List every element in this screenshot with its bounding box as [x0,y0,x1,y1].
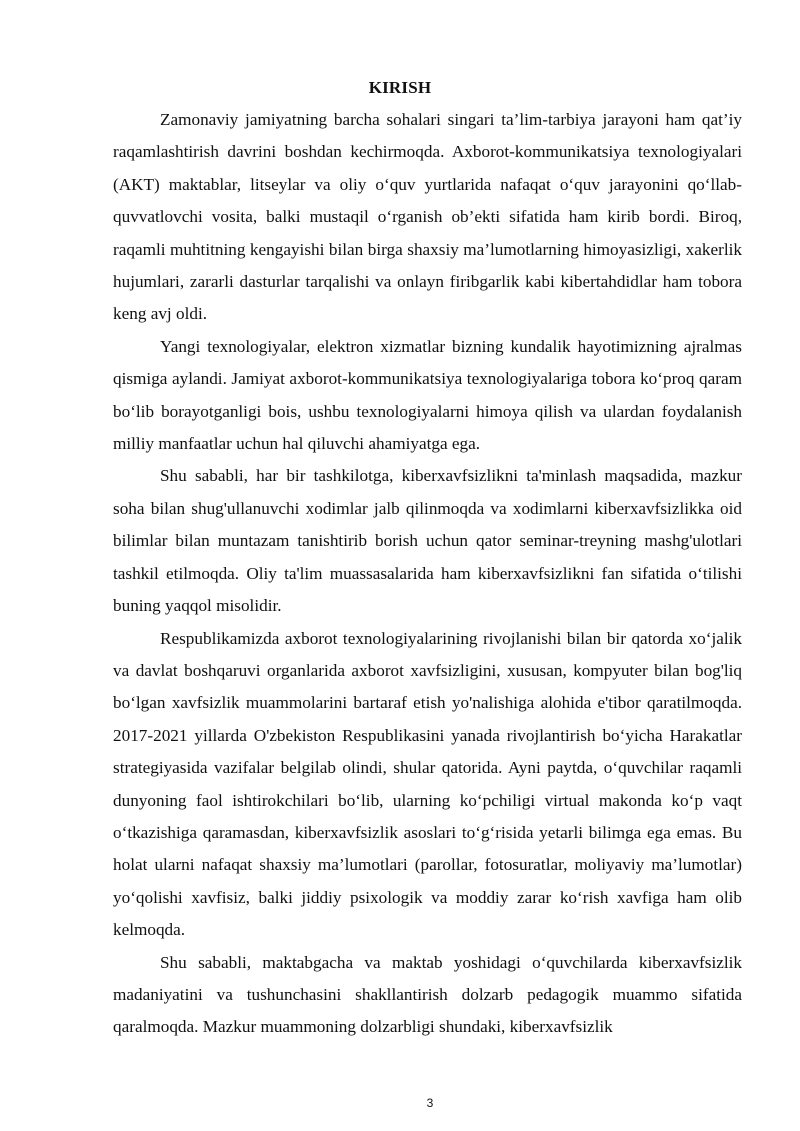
paragraph-3: Shu sababli, har bir tashkilotga, kiberxavfsizlikni ta'minlash maqsadida, mazkur soha bilan shug'ullanuvchi xodimlar jalb qilinmoqda va xodimlarni kiberxavfsizlikka oid bilimlar bilan muntazam tanishtirib borish uchun qator seminar-treyning mashg'ulotlari tashkil etilmoqda. Oliy ta'lim muassasalarida ham kiberxavfsizlikni fan sifatida o‘tilishi buning yaqqol misolidir. [113,466,742,616]
paragraph-5: Shu sababli, maktabgacha va maktab yoshidagi o‘quvchilarda kiberxavfsizlik madaniyatini va tushunchasini shakllantirish dolzarb pedagogik muammo sifatida qaralmoqda. Mazkur muammoning dolzarbligi shundaki, kiberxavfsizlik [113,952,742,1037]
paragraph-2: Yangi texnologiyalar, elektron xizmatlar bizning kundalik hayotimizning ajralmas qismiga aylandi. Jamiyat axborot-kommunikatsiya texnologiyalariga tobora ko‘proq qaram bo‘lib borayotganligi bois, ushbu texnologiyalarni himoya qilish va ulardan foydalanish milliy manfaatlar uchun hal qiluvchi ahamiyatga ega. [113,336,742,454]
page-number: 3 [426,1096,434,1110]
paragraph-1: Zamonaviy jamiyatning barcha sohalari singari ta’lim-tarbiya jarayoni ham qat’iy raqamlashtirish davrini boshdan kechirmoqda. Axborot-kommunikatsiya texnologiyalari (AKT) maktablar, litseylar va oliy o‘quv yurtlarida nafaqat o‘quv jarayonini qo‘llab-quvvatlovchi vosita, balki mustaqil o‘rganish ob’ekti sifatida ham kirib bordi. Biroq, raqamli muhtitning kengayishi bilan birga shaxsiy ma’lumotlarning himoyasizligi, xakerlik hujumlari, zararli dasturlar tarqalishi va onlayn firibgarlik kabi kibertahdidlar ham tobora keng avj oldi. [113,110,742,324]
body-text [113,104,742,1044]
paragraph-4: Respublikamizda axborot texnologiyalarining rivojlanishi bilan bir qatorda xo‘jalik va davlat boshqaruvi organlarida axborot xavfsizligini, xususan, kompyuter bilan bog'liq bo‘lgan xavfsizlik muammolarini bartaraf etish yo'nalishiga alohida e'tibor qaratilmoqda. 2017-2021 yillarda O'zbekiston Respublikasini yanada rivojlantirish bo‘yicha Harakatlar strategiyasida vazifalar belgilab olindi, shular qatorida. Ayni paytda, o‘quvchilar raqamli dunyoning faol ishtirokchilari bo‘lib, ularning ko‘pchiligi virtual makonda ko‘p vaqt o‘tkazishiga qaramasdan, kiberxavfsizlik asoslari to‘g‘risida yetarli bilimga ega emas. Bu holat ularni nafaqat shaxsiy ma’lumotlari (parollar, fotosuratlar, moliyaviy ma’lumotlar) yo‘qolishi xavfisiz, balki jiddiy psixologik va moddiy zarar ko‘rish xavfiga ham olib kelmoqda. [113,628,742,940]
section-title: KIRISH [368,78,432,97]
